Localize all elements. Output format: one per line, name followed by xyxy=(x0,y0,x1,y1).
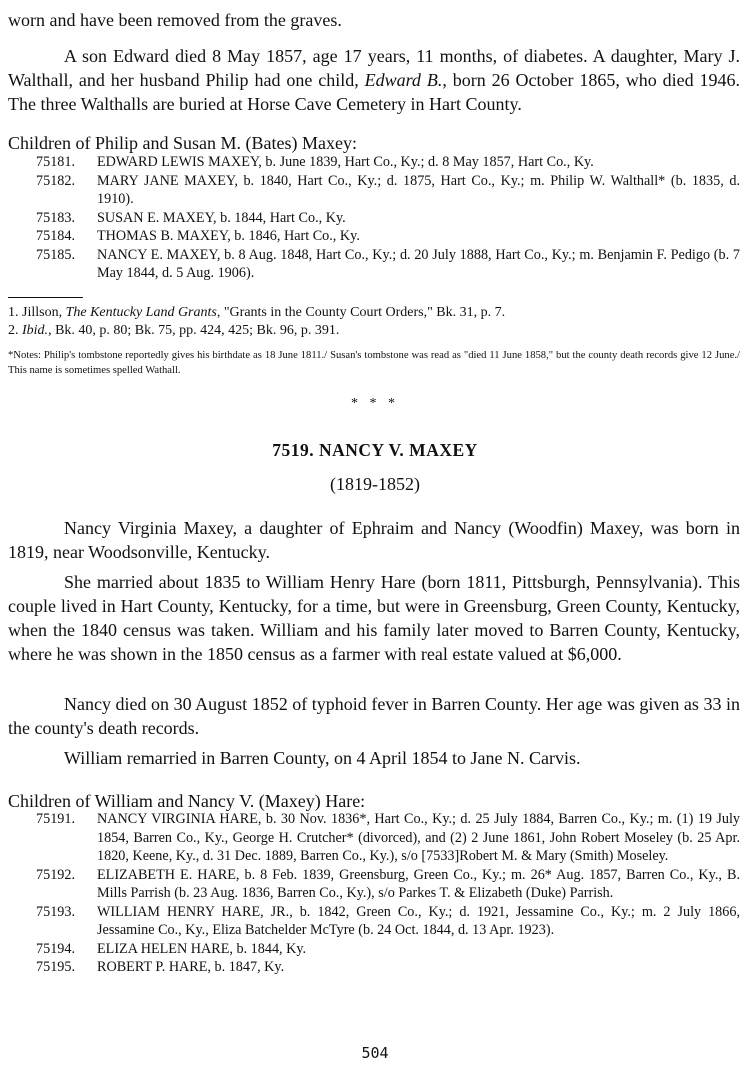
list-item xyxy=(0,866,740,903)
footnote-text: 2. xyxy=(8,323,22,338)
footnote-italic: Ibid. xyxy=(22,323,49,338)
entry-number: 75195. xyxy=(36,959,76,975)
children-list-maxey xyxy=(0,153,740,283)
paragraph-marriage: She married about 1835 to William Henry Hare (born 1811, Pittsburgh, Pennsylvania). This couple lived in Hart County, Kentucky, for a time, but were in Greensburg, Green County, Kentucky, when the 1840 census was taken. William and his family later moved to Barren County, Kentucky, where he was shown in the 1850 census as a farmer with real estate valued at $6,000. xyxy=(8,572,740,664)
paragraph-remarriage: William remarried in Barren County, on 4 April 1854 to Jane N. Carvis. xyxy=(64,748,581,768)
list-item xyxy=(0,940,740,959)
entry-text: EDWARD LEWIS MAXEY, b. June 1839, Hart Co., Ky.; d. 8 May 1857, Hart Co., Ky. xyxy=(97,154,594,170)
footnote-1 xyxy=(8,304,505,322)
continuation-line: worn and have been removed from the graves. xyxy=(8,10,342,30)
entry-text: MARY JANE MAXEY, b. 1840, Hart Co., Ky.; d. 1875, Hart Co., Ky.; m. Philip W. Walthall* (b. 1835, d. 1910). xyxy=(97,172,740,207)
paragraph-edward xyxy=(8,44,740,116)
list-item xyxy=(0,246,740,283)
paragraph-death: Nancy died on 30 August 1852 of typhoid fever in Barren County. Her age was given as 33 in the county's death records. xyxy=(8,694,740,738)
paragraph-text: A son Edward died 8 May 1857, age 17 years, 11 months, of diabetes. A daughter, Mary J. Walthall, and her husband Philip had one child, xyxy=(8,46,740,90)
entry-number: 75192. xyxy=(36,866,76,883)
entry-number: 75185. xyxy=(36,246,76,263)
entry-text: WILLIAM HENRY HARE, JR., b. 1842, Green Co., Ky.; d. 1921, Jessamine Co., Ky.; m. 2 July 1866, Jessamine Co., Ky., Eliza Batchelder McTyre (b. 24 Oct. 1844, d. 13 Apr. 1923). xyxy=(97,903,740,938)
entry-text: ELIZABETH E. HARE, b. 8 Feb. 1839, Greensburg, Green Co., Ky.; m. 26* Aug. 1857, Barren Co., Ky., B. Mills Parrish (b. 23 Aug. 1836, Barren Co., Ky.), s/o Parkes T. & Elizabeth (Duke) Parrish. xyxy=(97,866,740,901)
entry-number: 75193. xyxy=(36,903,76,920)
section-title: 7519. NANCY V. MAXEY xyxy=(272,440,478,460)
footnote-italic: The Kentucky Land Grants xyxy=(65,305,217,320)
footnote-rule xyxy=(8,297,83,298)
footnote-text: 1. Jillson, xyxy=(8,305,66,320)
entry-number: 75181. xyxy=(36,154,76,170)
children-heading-hare: Children of William and Nancy V. (Maxey) Hare: xyxy=(8,791,366,811)
children-list-hare xyxy=(0,810,740,977)
footnote-text: , "Grants in the County Court Orders," Bk. 31, p. 7. xyxy=(216,305,506,320)
children-heading-maxey: Children of Philip and Susan M. (Bates) Maxey: xyxy=(8,133,357,153)
entry-number: 75182. xyxy=(36,172,76,189)
entry-text: THOMAS B. MAXEY, b. 1846, Hart Co., Ky. xyxy=(97,228,360,244)
paragraph-birth: Nancy Virginia Maxey, a daughter of Ephraim and Nancy (Woodfin) Maxey, was born in 1819, near Woodsonville, Kentucky. xyxy=(8,518,740,562)
list-item xyxy=(0,153,740,172)
footnote-2 xyxy=(8,322,339,340)
page-number: 504 xyxy=(361,1044,389,1062)
entry-text: NANCY E. MAXEY, b. 8 Aug. 1848, Hart Co., Ky.; d. 20 July 1888, Hart Co., Ky.; m. Benjamin F. Pedigo (b. 7 May 1844, d. 5 Aug. 1906). xyxy=(97,246,740,281)
notes: *Notes: Philip's tombstone reportedly gives his birthdate as 18 June 1811./ Susan's tombstone was read as "died 11 June 1858," but the county death records give 12 June./ This name is sometimes spelled Wathall. xyxy=(8,350,740,376)
list-item xyxy=(0,172,740,209)
entry-number: 75194. xyxy=(36,940,76,957)
list-item xyxy=(0,958,740,977)
list-item xyxy=(0,903,740,940)
list-item xyxy=(0,227,740,246)
entry-text: ROBERT P. HARE, b. 1847, Ky. xyxy=(97,959,285,975)
footnote-text: , Bk. 40, p. 80; Bk. 75, pp. 424, 425; Bk. 96, p. 391. xyxy=(48,323,340,338)
section-dates: (1819-1852) xyxy=(330,474,420,494)
list-item xyxy=(0,810,740,866)
italic-name: Edward B. xyxy=(364,70,443,90)
list-item xyxy=(0,209,740,228)
entry-text: ELIZA HELEN HARE, b. 1844, Ky. xyxy=(97,940,307,957)
entry-number: 75183. xyxy=(36,209,76,226)
entry-number: 75191. xyxy=(36,811,76,827)
section-separator: * * * xyxy=(351,396,399,411)
paragraph-text: , born 26 October 1865, who died 1946. The three Walthalls are buried at Horse Cave Cemetery in Hart County. xyxy=(8,70,740,114)
entry-text: NANCY VIRGINIA HARE, b. 30 Nov. 1836*, Hart Co., Ky.; d. 25 July 1884, Barren Co., Ky.; m. (1) 19 July 1854, Barren Co., Ky., George H. Crutcher* (divorced), and (2) 2 June 1861, John Robert Moseley (b. 25 Apr. 1820, Keene, Ky., d. 31 Dec. 1889, Barren Co., Ky.), s/o [7533]Robert M. & Mary (Smith) Moseley. xyxy=(97,811,740,864)
entry-number: 75184. xyxy=(36,228,76,244)
entry-text: SUSAN E. MAXEY, b. 1844, Hart Co., Ky. xyxy=(97,209,346,226)
